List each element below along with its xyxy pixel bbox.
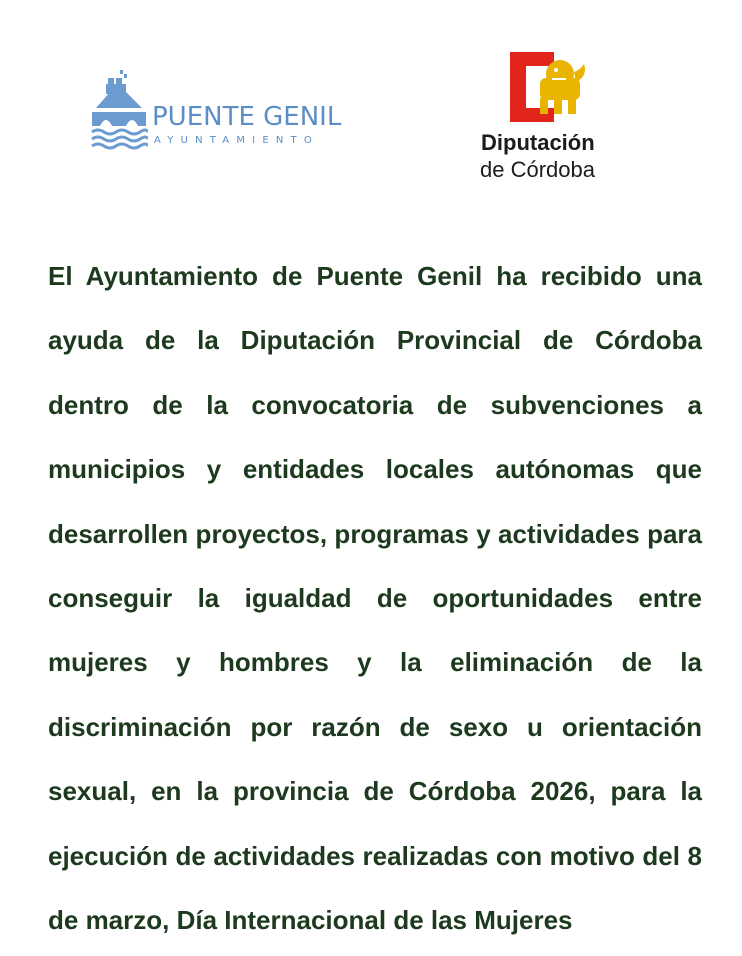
logo-line-2: de Córdoba <box>480 157 595 182</box>
logo-title: PUENTE GENIL <box>152 102 342 132</box>
main-paragraph: El Ayuntamiento de Puente Genil ha recibido una ayuda de la Diputación Provincial de Córdoba dentro de la convocatoria de subvenciones a municipios y entidades locales autónomas que desarrollen proyectos, programas y actividades para conseguir la igualdad de oportunidades entre mujeres y hombres y la eliminación de la discriminación por razón de sexo u orientación sexual, en la provincia de Córdoba 2026, para la ejecución de actividades realizadas con motivo del 8 de marzo, Día Internacional de las Mujeres <box>48 261 702 936</box>
logo-subtitle: AYUNTAMIENTO <box>154 135 319 146</box>
bridge-tower-icon <box>90 68 148 152</box>
logo-line-1: Diputación <box>481 130 595 155</box>
lion-emblem-icon <box>510 52 588 122</box>
diputacion-cordoba-logo <box>470 52 630 187</box>
puente-genil-logo <box>90 68 360 152</box>
